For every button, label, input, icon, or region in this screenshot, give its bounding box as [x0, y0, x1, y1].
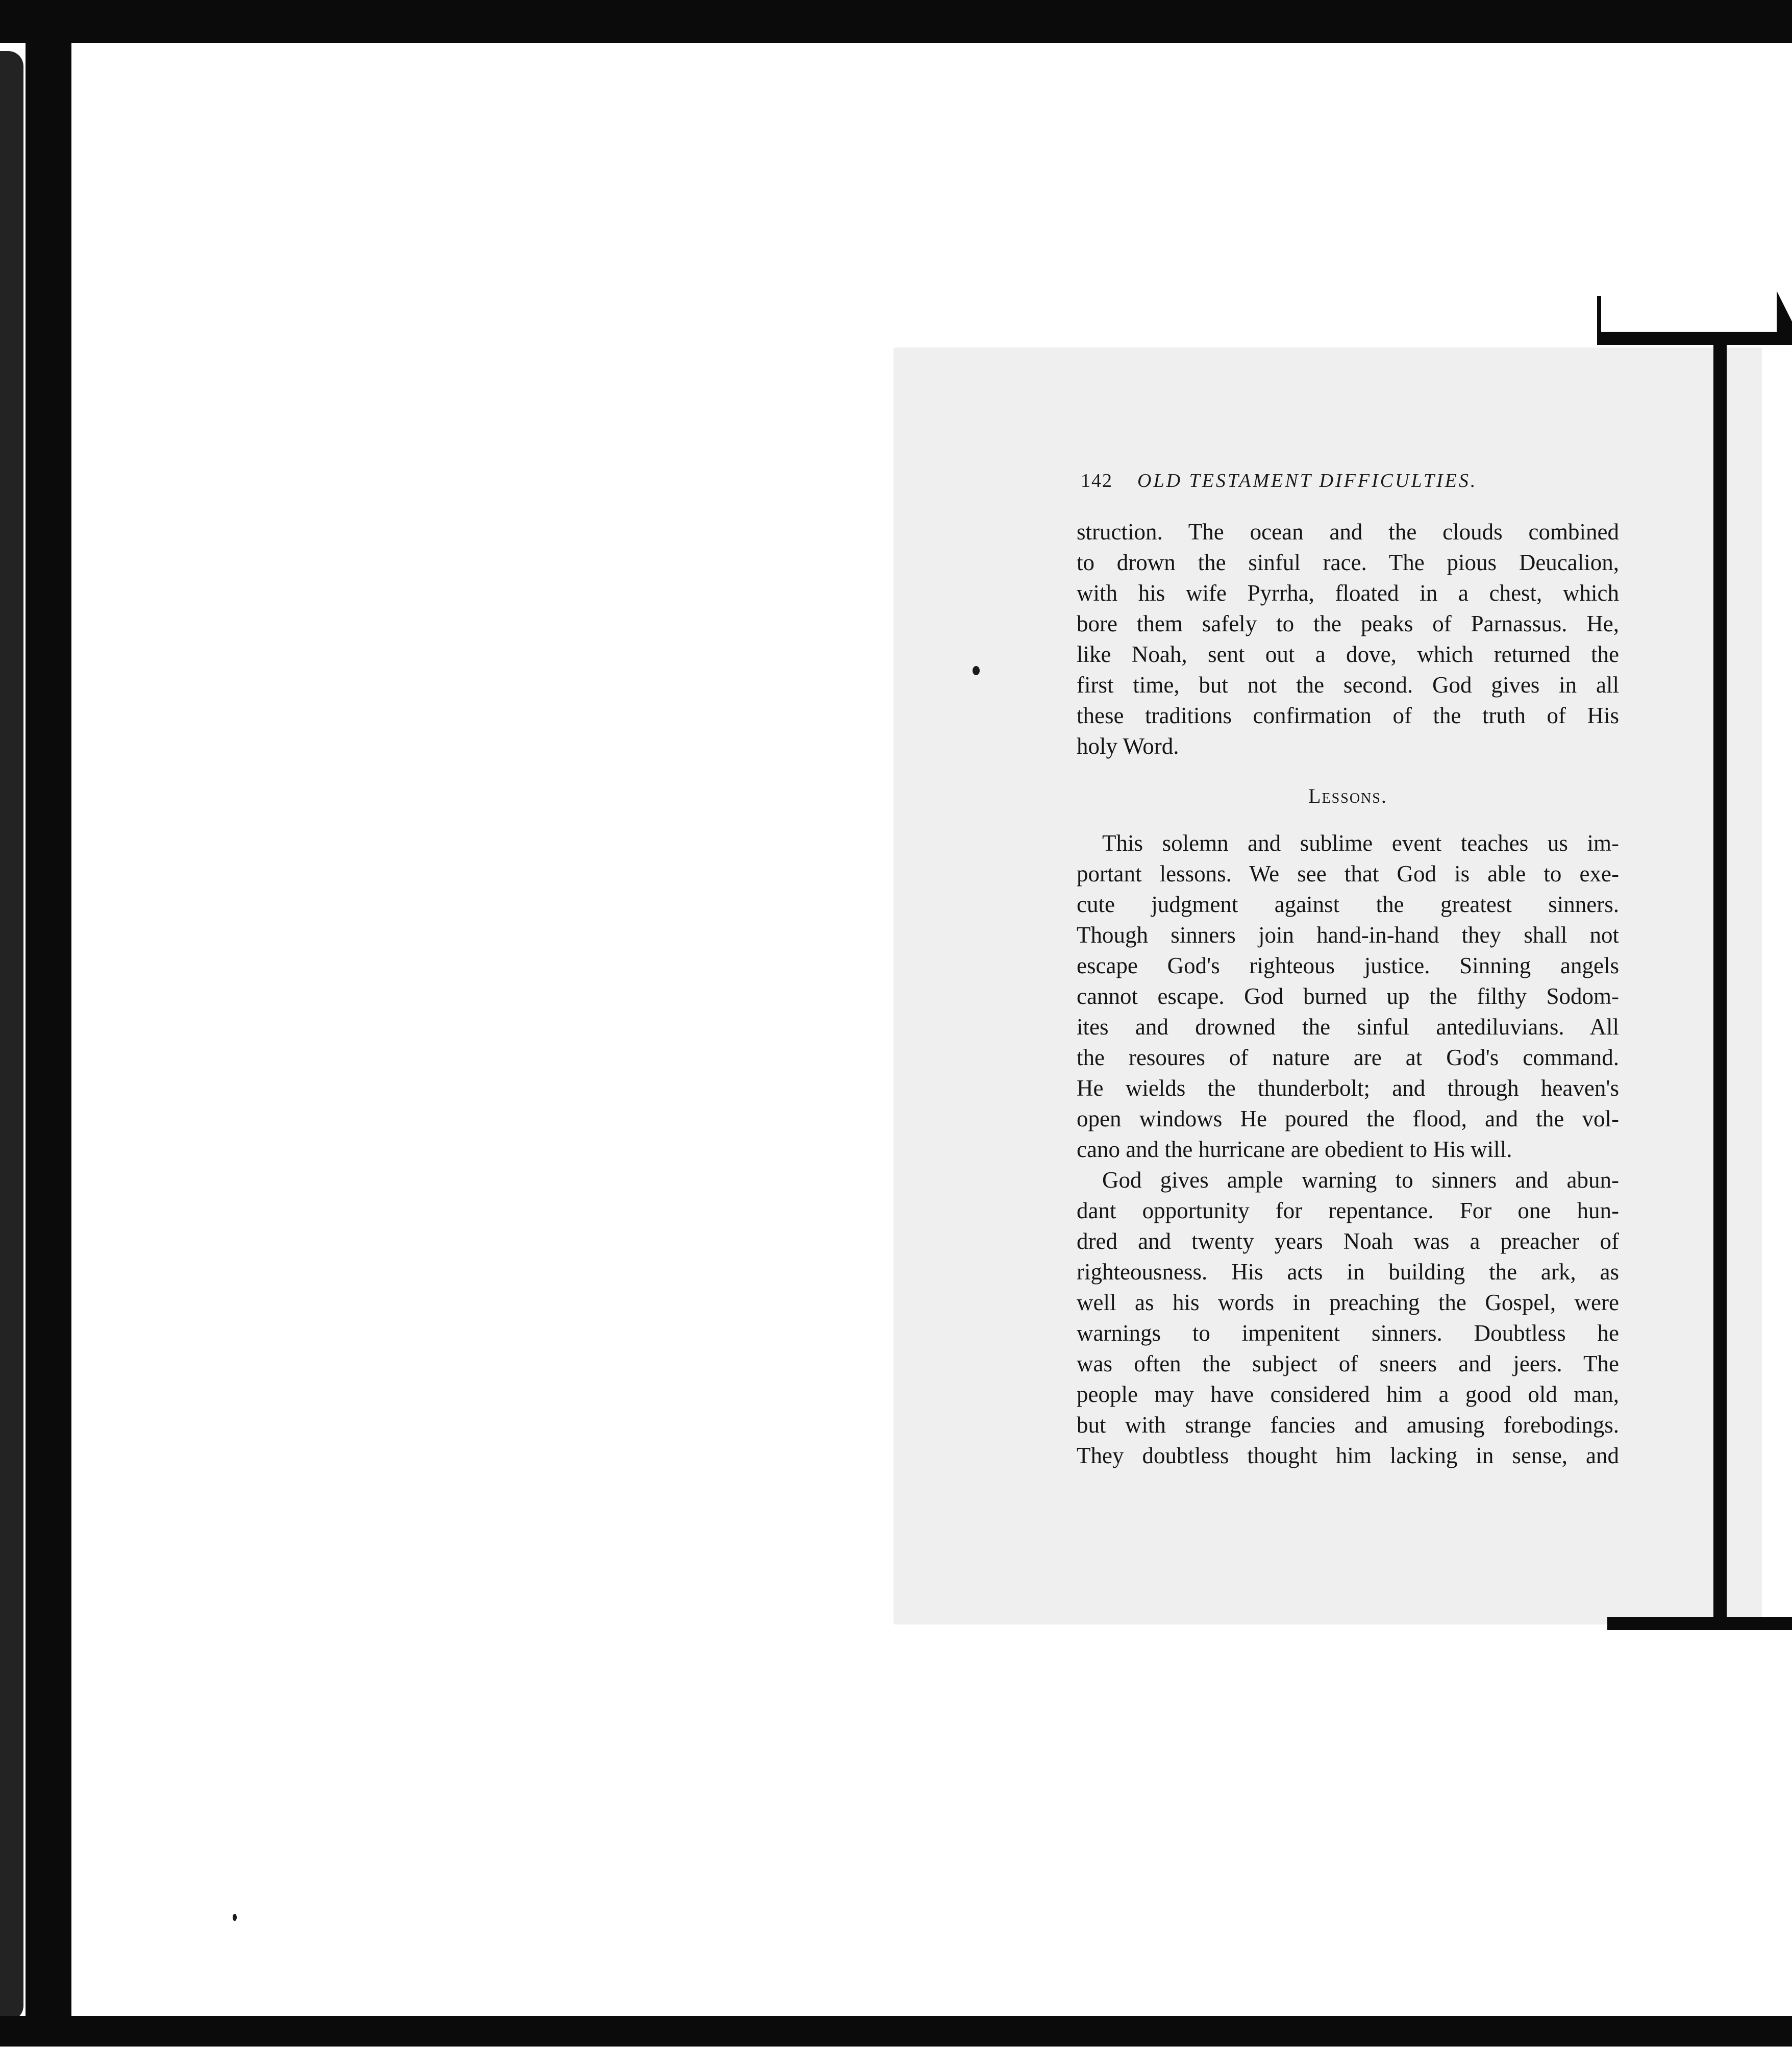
- section-heading: Lessons.: [1308, 784, 1387, 807]
- scan-edge-left: [0, 51, 23, 2021]
- text-line: They doubtless thought him lacking in sense, and: [1077, 1443, 1619, 1468]
- text-line: God gives ample warning to sinners and abun-: [1102, 1167, 1619, 1193]
- text-line: bore them safely to the peaks of Parnassus. He,: [1077, 611, 1619, 636]
- scan-speck: [233, 1914, 237, 1921]
- text-line: struction. The ocean and the clouds combined: [1077, 519, 1619, 545]
- text-line: people may have considered him a good old man,: [1077, 1382, 1619, 1407]
- text-line: these traditions confirmation of the truth of His: [1077, 703, 1619, 728]
- text-line: warnings to impenitent sinners. Doubtless he: [1077, 1320, 1619, 1346]
- text-line: ites and drowned the sinful antediluvians. All: [1077, 1014, 1619, 1040]
- running-title: OLD TESTAMENT DIFFICULTIES.: [1137, 470, 1478, 491]
- text-line: cute judgment against the greatest sinners.: [1077, 892, 1619, 917]
- text-line: cannot escape. God burned up the filthy Sodom-: [1077, 983, 1619, 1009]
- page-number: 142: [1081, 470, 1113, 491]
- text-line: Though sinners join hand-in-hand they shall not: [1077, 922, 1619, 948]
- scan-border-left: [26, 31, 71, 2041]
- page-clip-corner: [1777, 291, 1792, 342]
- text-line: with his wife Pyrrha, floated in a chest, which: [1077, 580, 1619, 606]
- text-line: This solemn and sublime event teaches us im-: [1102, 830, 1619, 856]
- text-line: but with strange fancies and amusing forebodings.: [1077, 1412, 1619, 1438]
- text-line: dred and twenty years Noah was a preacher of: [1077, 1228, 1619, 1254]
- text-line: dant opportunity for repentance. For one hun-: [1077, 1198, 1619, 1223]
- running-head: [1081, 470, 1540, 500]
- text-line: escape God's righteous justice. Sinning angels: [1077, 953, 1619, 978]
- text-line: the resoures of nature are at God's command.: [1077, 1045, 1619, 1070]
- page-clip-top: [1597, 332, 1792, 345]
- text-line: like Noah, sent out a dove, which returned the: [1077, 642, 1619, 667]
- text-line: holy Word.: [1077, 733, 1179, 759]
- text-line: to drown the sinful race. The pious Deucalion,: [1077, 550, 1619, 575]
- page-clip-bottom: [1607, 1617, 1792, 1630]
- text-line: well as his words in preaching the Gospel, were: [1077, 1290, 1619, 1315]
- scan-border-top: [0, 0, 1792, 43]
- text-line: righteousness. His acts in building the ark, as: [1077, 1259, 1619, 1285]
- scan-border-bottom: [0, 2016, 1792, 2047]
- page-clip-vertical: [1713, 339, 1727, 1628]
- scan-speck: [973, 666, 980, 675]
- text-line: cano and the hurricane are obedient to His will.: [1077, 1137, 1512, 1162]
- text-line: portant lessons. We see that God is able to exe-: [1077, 861, 1619, 886]
- text-line: was often the subject of sneers and jeers. The: [1077, 1351, 1619, 1376]
- page-clip-stub: [1597, 296, 1601, 337]
- text-line: He wields the thunderbolt; and through heaven's: [1077, 1075, 1619, 1101]
- text-line: open windows He poured the flood, and the vol-: [1077, 1106, 1619, 1131]
- text-line: first time, but not the second. God gives in all: [1077, 672, 1619, 698]
